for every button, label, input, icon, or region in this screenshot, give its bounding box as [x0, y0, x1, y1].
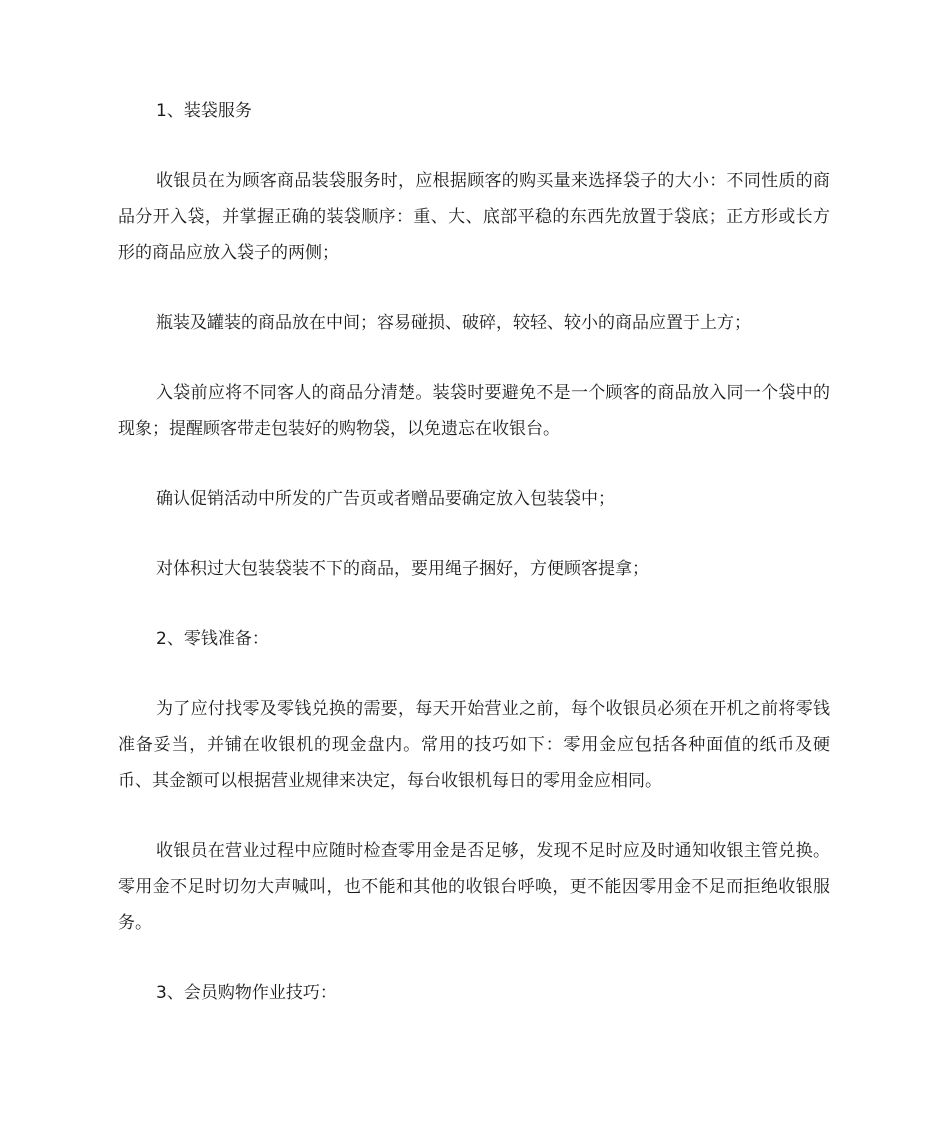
- paragraph-oversized-items: 对体积过大包装袋装不下的商品，要用绳子捆好，方便顾客提拿；: [156, 559, 649, 579]
- paragraph-promotion-flyers: 确认促销活动中所发的广告页或者赠品要确定放入包装袋中；: [156, 489, 615, 509]
- paragraph-bagging-order: 收银员在为顾客商品装袋服务时，应根据顾客的购买量来选择袋子的大小：不同性质的商品分开入袋，并掌握正确的装袋顺序：重、大、底部平稳的东西先放置于袋底；正方形或长方形的商品应放入袋子的两侧；: [118, 171, 830, 263]
- section-heading-member-shopping: 3、会员购物作业技巧：: [156, 983, 337, 1003]
- paragraph-change-preparation: 为了应付找零及零钱兑换的需要，每天开始营业之前，每个收银员必须在开机之前将零钱准备妥当，并铺在收银机的现金盘内。常用的技巧如下：零用金应包括各种面值的纸币及硬币、其金额可以根据营业规律来决定，每台收银机每日的零用金应相同。: [118, 699, 830, 791]
- section-heading-bagging: 1、装袋服务: [156, 101, 252, 121]
- paragraph-bottles-cans: 瓶装及罐装的商品放在中间；容易碰损、破碎，较轻、较小的商品应置于上方；: [156, 313, 751, 333]
- paragraph-separate-customers: 入袋前应将不同客人的商品分清楚。装袋时要避免不是一个顾客的商品放入同一个袋中的现象；提醒顾客带走包装好的购物袋，以免遗忘在收银台。: [118, 383, 830, 439]
- section-heading-change: 2、零钱准备：: [156, 629, 269, 649]
- document-body: [118, 93, 830, 1045]
- paragraph-change-check: 收银员在营业过程中应随时检查零用金是否足够，发现不足时应及时通知收银主管兑换。零用金不足时切勿大声喊叫，也不能和其他的收银台呼唤，更不能因零用金不足而拒绝收银服务。: [118, 841, 830, 933]
